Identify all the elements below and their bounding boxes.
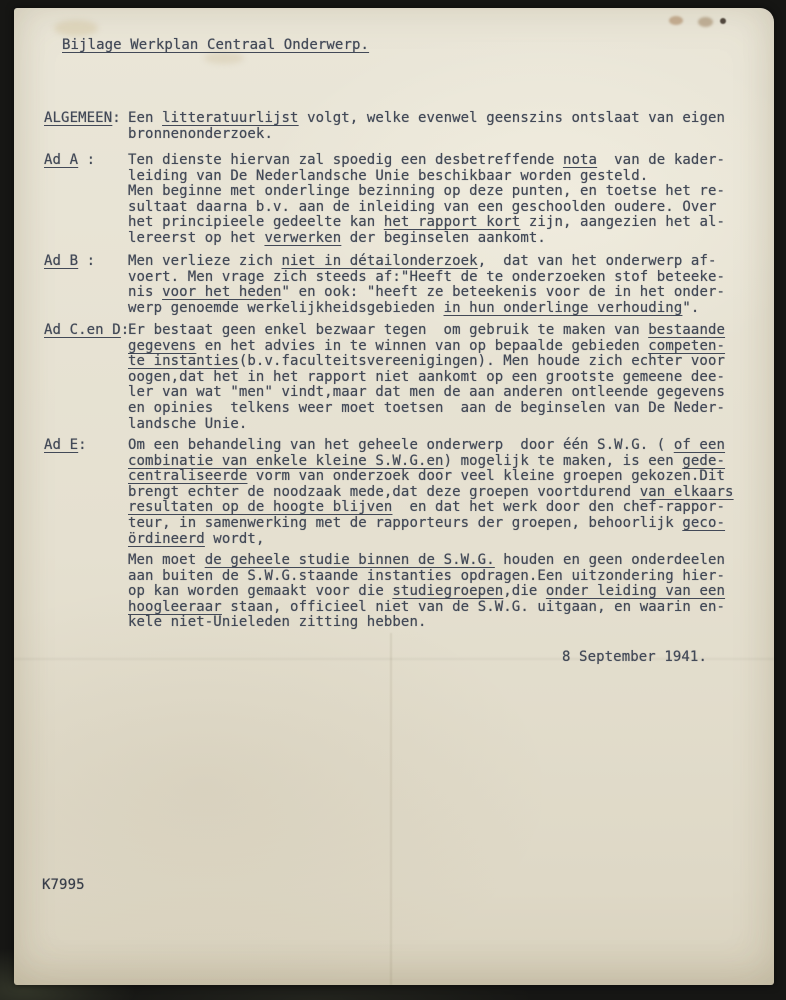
text-line [128,516,758,532]
text-segment: geco- [682,514,726,531]
text-segment: verwerken [264,229,342,246]
text-segment: Ad E [44,437,79,453]
text-segment: Ad B [44,253,79,269]
text-line [128,438,758,454]
text-line [128,323,758,339]
text-segment: ördineerd [128,530,205,547]
text-line [128,469,758,485]
text-segment: : [78,152,96,168]
text-line [128,385,758,401]
text-line [128,401,758,417]
text-segment: ler van wat "men" vindt,maar dat men de aan anderen ontleende gegevens [128,384,726,401]
text-segment: leiding van De Nederlandsche Unie beschikbaar worden gesteld. [128,167,649,184]
text-segment: oogen,dat het in het rapport niet aankomt op een grootste gemeene dee- [128,368,726,385]
section-ad-b [44,253,758,316]
document-date: 8 September 1941. [562,649,707,665]
text-line [128,153,758,169]
text-segment: Men moet [128,552,205,568]
text-line [128,500,758,516]
text-line [128,184,758,200]
text-segment: studiegroepen [392,583,504,600]
text-segment: en het advies in te winnen van op bepaalde gebieden [196,337,649,354]
section-label [44,111,121,127]
text-segment: het principieele gedeelte kan [128,214,384,231]
text-segment: niet in détailonderzoek [281,253,478,269]
text-line [128,600,758,616]
stain [698,17,713,27]
text-line [128,285,758,301]
text-segment: voert. Men vrage zich steeds af:"Heeft de te onderzoeken stof beteeke- [128,268,726,285]
text-segment: sultaat daarna b.v. aan de inleiding van een geschoolden oudere. Over [128,198,717,215]
text-line [128,301,758,317]
text-segment: vorm van onderzoek door veel kleine groepen gekozen.Dit [247,468,726,485]
paper [14,8,774,985]
text-segment: : [78,253,96,269]
stain [54,20,98,36]
text-line [128,553,758,569]
section-ad-e-p2 [128,553,758,631]
document-title [62,38,369,54]
text-segment: bestaande [648,322,726,338]
text-segment: het rapport kort [383,214,521,231]
text-segment: centraliseerde [128,468,248,485]
text-segment: " en ook: "heeft ze beteekenis voor de in het onder- [281,284,726,301]
section-label [44,153,95,169]
section-ad-a [44,152,758,247]
text-segment: nota [562,152,598,168]
text-line [128,615,758,631]
text-line [128,485,758,501]
text-segment: : [78,437,87,453]
text-line [128,200,758,216]
text-segment: voor het heden [162,284,282,301]
text-line [128,254,758,270]
text-line [128,532,758,548]
text-segment: houden en geen onderdeelen [494,552,726,568]
text-segment: Ten dienste hiervan zal spoedig een desbetreffende [128,152,563,168]
text-line [128,354,758,370]
text-line [128,339,758,355]
stain [720,18,726,24]
text-segment: ". [682,299,700,316]
text-line [128,569,758,585]
section-ad-c-d [44,322,758,432]
text-line [128,231,758,247]
text-segment: ,die [503,583,546,600]
text-segment: of een [673,437,726,453]
text-segment: combinatie van enkele kleine S.W.G.en [128,452,444,469]
text-segment: ALGEMEEN [44,110,113,126]
text-segment: brengt echter de noodzaak mede,dat deze groepen voortdurend [128,483,640,500]
text-segment: Een [128,110,163,126]
text-segment: en opinies telkens weer moet toetsen aan de beginselen van De Neder- [128,399,726,416]
text-segment: lereerst op het [128,229,265,246]
text-segment: der beginselen aankomt. [341,229,546,246]
text-line [128,370,758,386]
text-segment: en dat het werk door den chef-rappor- [392,499,726,516]
text-segment: onder leiding van een [545,583,726,600]
text-segment: teur, in samenwerking met de rapporteurs der groepen, behoorlijk [128,514,683,531]
text-segment: Ad A [44,152,79,168]
text-segment: Men beginne met onderlinge bezinning op deze punten, en toetse het re- [128,183,726,200]
text-segment: werp genoemde werkelijkheidsgebieden [128,299,444,316]
text-segment: hoogleeraar [128,598,222,615]
section-label [44,254,95,270]
text-segment: Er bestaat geen enkel bezwaar tegen om gebruik te maken van [128,322,649,338]
text-segment: in hun onderlinge verhouding [443,299,683,316]
text-segment: nis [128,284,163,301]
section-ad-e-p1 [44,437,758,547]
text-segment: Men verlieze zich [128,253,282,269]
text-segment: gegevens [128,337,197,354]
text-segment: kele niet-Unieleden zitting hebben. [128,614,427,631]
text-segment: volgt, welke evenwel geenszins ontslaat van eigen [298,110,726,126]
text-segment: ) mogelijk te maken, is een [443,452,683,469]
text-segment: staan, officieel niet van de S.W.G. uitgaan, en waarin en- [221,598,726,615]
text-line [128,270,758,286]
stain [669,16,683,25]
section-algemeen [44,110,758,142]
text-segment: : [112,110,121,126]
text-line [128,584,758,600]
text-segment: aan buiten de S.W.G.staande instanties opdragen.Een uitzondering hier- [128,567,726,584]
text-segment: van elkaars [639,483,734,500]
text-segment: Om een behandeling van het geheele onderwerp door één S.W.G. ( [128,437,674,453]
text-line [128,127,758,143]
text-segment: landsche Unie. [128,415,248,432]
text-line [128,111,758,127]
text-segment: van de kader- [597,152,726,168]
text-segment: (b.v.faculteitsvereenigingen). Men houde zich echter voor [238,353,726,370]
text-segment: op kan worden gemaakt voor die [128,583,393,600]
text-segment: zijn, aangezien het al- [520,214,726,231]
text-segment: wordt, [204,530,265,547]
text-segment: , dat van het onderwerp af- [477,253,717,269]
text-segment: litteratuurlijst [162,110,299,126]
text-segment: competen- [648,337,726,354]
section-label [44,323,129,339]
text-segment: Ad C.en D [44,322,121,338]
text-segment: de geheele studie binnen de S.W.G. [204,552,495,568]
text-line [128,215,758,231]
text-segment: Bijlage Werkplan Centraal Onderwerp. [62,37,370,53]
text-segment: gede- [682,452,726,469]
text-segment: : [120,322,130,338]
text-segment: te instanties [128,353,239,370]
fold-crease-vertical [390,633,392,985]
text-line [128,454,758,470]
text-line [128,169,758,185]
text-segment: bronnenonderzoek. [128,125,273,142]
section-label [44,438,87,454]
reference-number: K7995 [42,877,85,893]
text-line [128,417,758,433]
text-segment: resultaten op de hoogte blijven [128,499,393,516]
stain [204,52,244,64]
